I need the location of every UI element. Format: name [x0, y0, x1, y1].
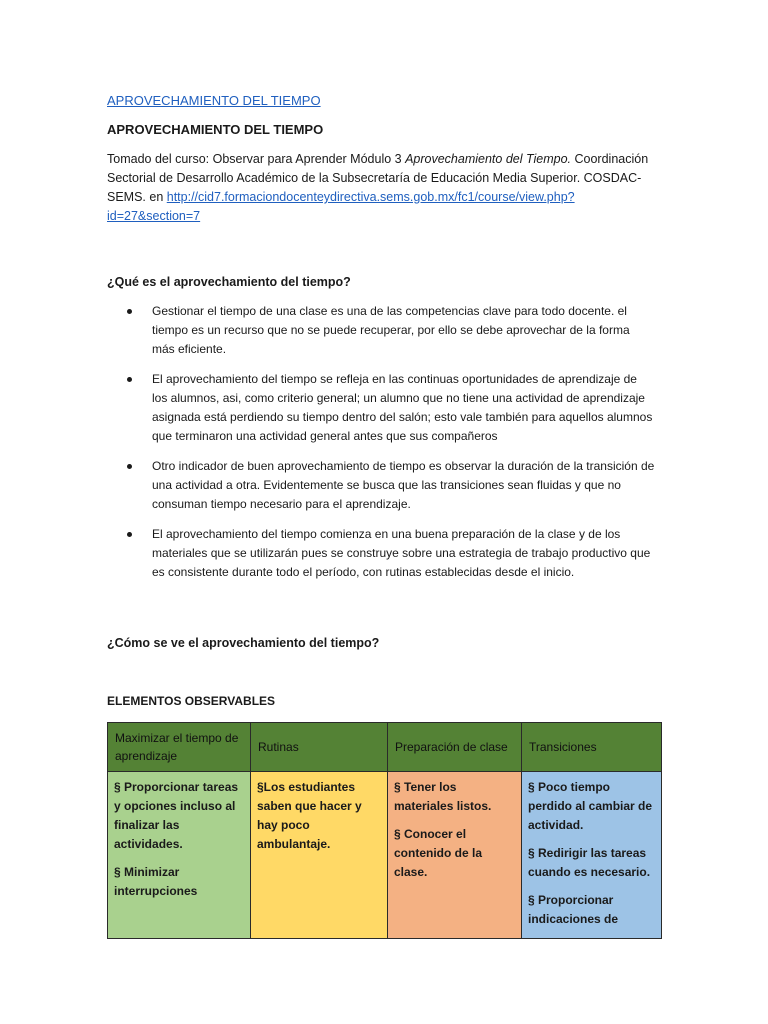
header-cell: Rutinas [251, 723, 388, 772]
bullet-dot-icon [127, 532, 132, 537]
source-paragraph [107, 150, 662, 226]
cell-text: § Conocer el contenido de la clase. [394, 827, 483, 879]
source-middle: Coordinación Sectorial de Desarrollo Académico de la Subsecretaría de Educación Media Superior. COSDAC-SEMS. en [107, 152, 649, 204]
bullet-list [107, 302, 655, 593]
cell-text: § Redirigir las tareas cuando es necesario. [528, 846, 651, 879]
bullet-dot-icon [127, 464, 132, 469]
bullet-dot-icon [127, 377, 132, 382]
title-link[interactable]: APROVECHAMIENTO DEL TIEMPO [107, 93, 321, 108]
cell-text: § Poco tiempo perdido al cambiar de actividad. [528, 780, 653, 832]
cell-preparacion [388, 772, 522, 939]
list-item [107, 370, 655, 446]
cell-maximizar [108, 772, 251, 939]
bullet-dot-icon [127, 309, 132, 314]
cell-text: § Proporcionar indicaciones de [528, 893, 619, 926]
elements-heading: ELEMENTOS OBSERVABLES [107, 694, 276, 708]
table-row [108, 772, 662, 939]
source-url-link[interactable]: http://cid7.formaciondocenteydirectiva.sems.gob.mx/fc1/course/view.php?id=27&section=7 [107, 190, 575, 223]
table-header-row [108, 723, 662, 772]
source-prefix: Tomado del curso: Observar para Aprender Módulo 3 [107, 152, 406, 166]
header-cell: Transiciones [522, 723, 662, 772]
list-item-text: Gestionar el tiempo de una clase es una de las competencias clave para todo docente. el tiempo es un recurso que no se puede recuperar, por ello se debe aprovechar de la forma más eficiente. [152, 304, 630, 356]
list-item [107, 457, 655, 514]
list-item-text: El aprovechamiento del tiempo comienza en una buena preparación de la clase y de los materiales que se utilizarán pues se construye sobre una estrategia de trabajo productivo que es consistente durante todo el período, con rutinas establecidas desde el inicio. [152, 527, 651, 579]
header-cell: Preparación de clase [388, 723, 522, 772]
cell-text: § Tener los materiales listos. [394, 780, 492, 813]
list-item [107, 525, 655, 582]
document-title: APROVECHAMIENTO DEL TIEMPO [107, 122, 324, 137]
list-item-text: Otro indicador de buen aprovechamiento de tiempo es observar la duración de la transición de una actividad a otra. Evidentemente se busca que las transiciones sean fluidas y que no consuman tiempo necesario para el aprendizaje. [152, 459, 655, 511]
list-item [107, 302, 655, 359]
cell-text: § Proporcionar tareas y opciones incluso al finalizar las actividades. [114, 780, 239, 851]
cell-text: §Los estudiantes saben que hacer y hay poco ambulantaje. [257, 780, 362, 851]
cell-text: § Minimizar interrupciones [114, 865, 198, 898]
question-heading-2: ¿Cómo se ve el aprovechamiento del tiempo? [107, 636, 380, 650]
source-italic: Aprovechamiento del Tiempo. [405, 152, 572, 166]
list-item-text: El aprovechamiento del tiempo se refleja en las continuas oportunidades de aprendizaje de los alumnos, asi, como criterio general; un alumno que no tiene una actividad de aprendizaje asignada está perdiendo su tiempo dentro del salón; esto vale también para aquellos alumnos que terminaron una actividad general antes que sus compañeros [152, 372, 653, 443]
cell-rutinas [251, 772, 388, 939]
observable-elements-table [107, 722, 662, 939]
header-cell: Maximizar el tiempo de aprendizaje [108, 723, 251, 772]
cell-transiciones [522, 772, 662, 939]
question-heading-1: ¿Qué es el aprovechamiento del tiempo? [107, 275, 351, 289]
